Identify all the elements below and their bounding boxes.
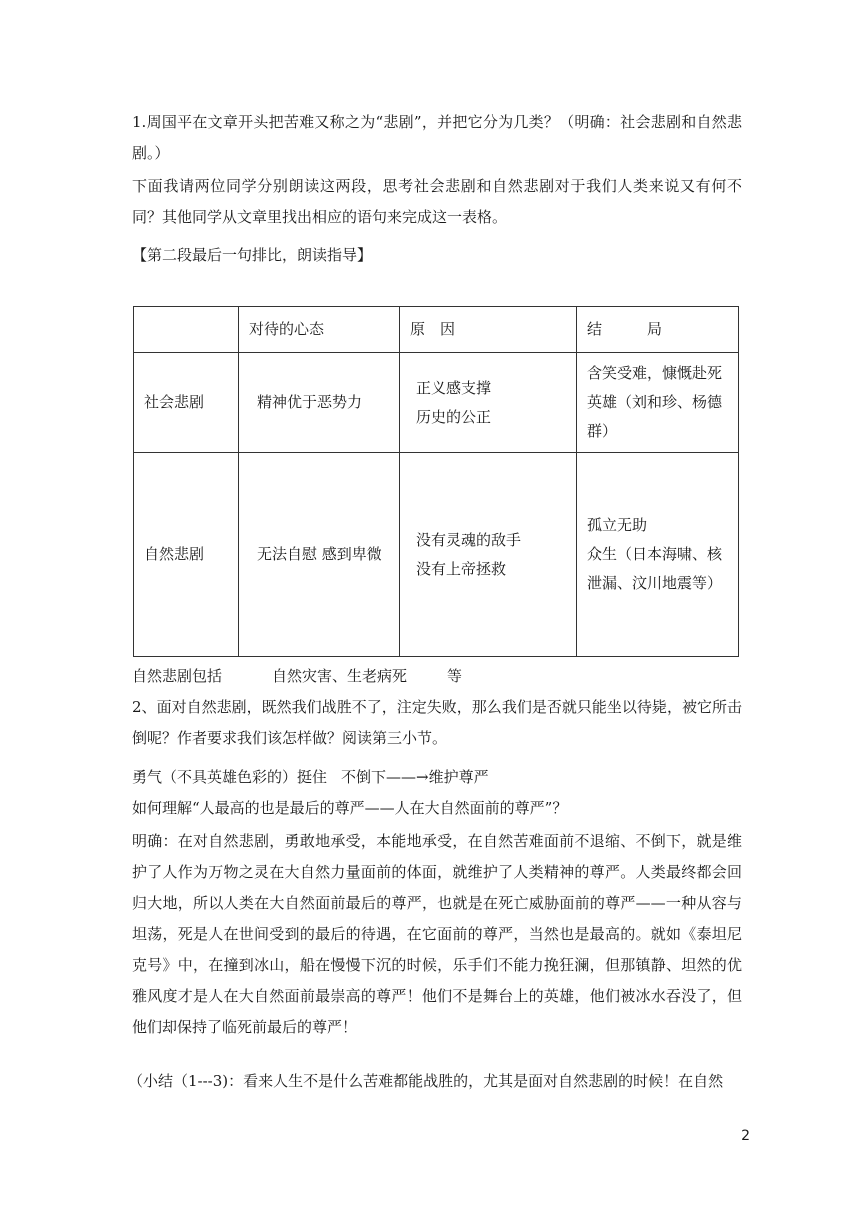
reading-guide: 【第二段最后一句排比，朗读指导】 bbox=[132, 246, 373, 264]
question-1: 1.周国平在文章开头把苦难又称之为“悲剧”，并把它分为几类？（明确：社会悲剧和自然悲剧。） bbox=[132, 113, 742, 162]
reason-cell: 正义感支撑 历史的公正 bbox=[400, 353, 577, 453]
table-header-cell: 原 因 bbox=[400, 307, 577, 353]
attitude-cell: 无法自慰 感到卑微 bbox=[239, 453, 400, 657]
table-row bbox=[134, 453, 739, 657]
tragedy-table bbox=[133, 306, 739, 657]
result-cell: 孤立无助 众生（日本海啸、核泄漏、汶川地震等） bbox=[577, 453, 739, 657]
table-header-cell: 对待的心态 bbox=[239, 307, 400, 353]
table-header-cell: 结 局 bbox=[577, 307, 739, 353]
table-row bbox=[134, 353, 739, 453]
fill-in-line bbox=[132, 661, 742, 692]
arrow-icon: ——→ bbox=[386, 768, 429, 786]
fill-answer: 自然灾害、生老病死 bbox=[272, 667, 408, 685]
result-cell: 含笑受难，慷慨赴死 英雄（刘和珍、杨德群） bbox=[577, 353, 739, 453]
dignity-answer: 明确：在对自然悲剧，勇敢地承受，本能地承受，在自然苦难面前不退缩、不倒下，就是维护了人作为万物之灵在大自然力量面前的体面，就维护了人类精神的尊严。人类最终都会回归大地，所以人类在大自然面前最后的尊严，也就是在死亡威胁面前的尊严——一种从容与坦荡，死是人在世间受到的最后的待遇，在它面前的尊严，当然也是最高的。就如《泰坦尼克号》中，在撞到冰山，船在慢慢下沉的时候，乐手们不能力挽狂澜，但那镇静、坦然的优雅风度才是人在大自然面前最崇高的尊严！他们不是舞台上的英雄，他们被冰水吞没了，但他们却保持了临死前最后的尊严！ bbox=[132, 832, 742, 1036]
dignity-question: 如何理解“人最高的也是最后的尊严——人在大自然面前的尊严”？ bbox=[132, 799, 568, 817]
table-header-row bbox=[134, 307, 739, 353]
intro-paragraph: 下面我请两位同学分别朗读这两段，思考社会悲剧和自然悲剧对于我们人类来说又有何不同？其他同学从文章里找出相应的语句来完成这一表格。 bbox=[132, 177, 742, 226]
courage-text: 维护尊严 bbox=[428, 768, 489, 786]
page-number: 2 bbox=[741, 1128, 750, 1144]
courage-line bbox=[132, 762, 742, 793]
fill-prefix: 自然悲剧包括 bbox=[132, 667, 223, 685]
courage-text: 勇气（不具英雄色彩的）挺住 bbox=[132, 768, 328, 786]
summary-line: （小结（1---3)：看来人生不是什么苦难都能战胜的，尤其是面对自然悲剧的时候！在自然 bbox=[128, 1072, 724, 1090]
reason-cell: 没有灵魂的敌手 没有上帝拯救 bbox=[400, 453, 577, 657]
row-label: 社会悲剧 bbox=[134, 353, 239, 453]
row-label: 自然悲剧 bbox=[134, 453, 239, 657]
table-header-cell bbox=[134, 307, 239, 353]
attitude-cell: 精神优于恶势力 bbox=[239, 353, 400, 453]
question-2: 2、面对自然悲剧，既然我们战胜不了，注定失败，那么我们是否就只能坐以待毙，被它所击倒呢？作者要求我们该怎样做？阅读第三小节。 bbox=[132, 698, 742, 747]
courage-text: 不倒下 bbox=[341, 768, 387, 786]
fill-suffix: 等 bbox=[447, 667, 463, 685]
